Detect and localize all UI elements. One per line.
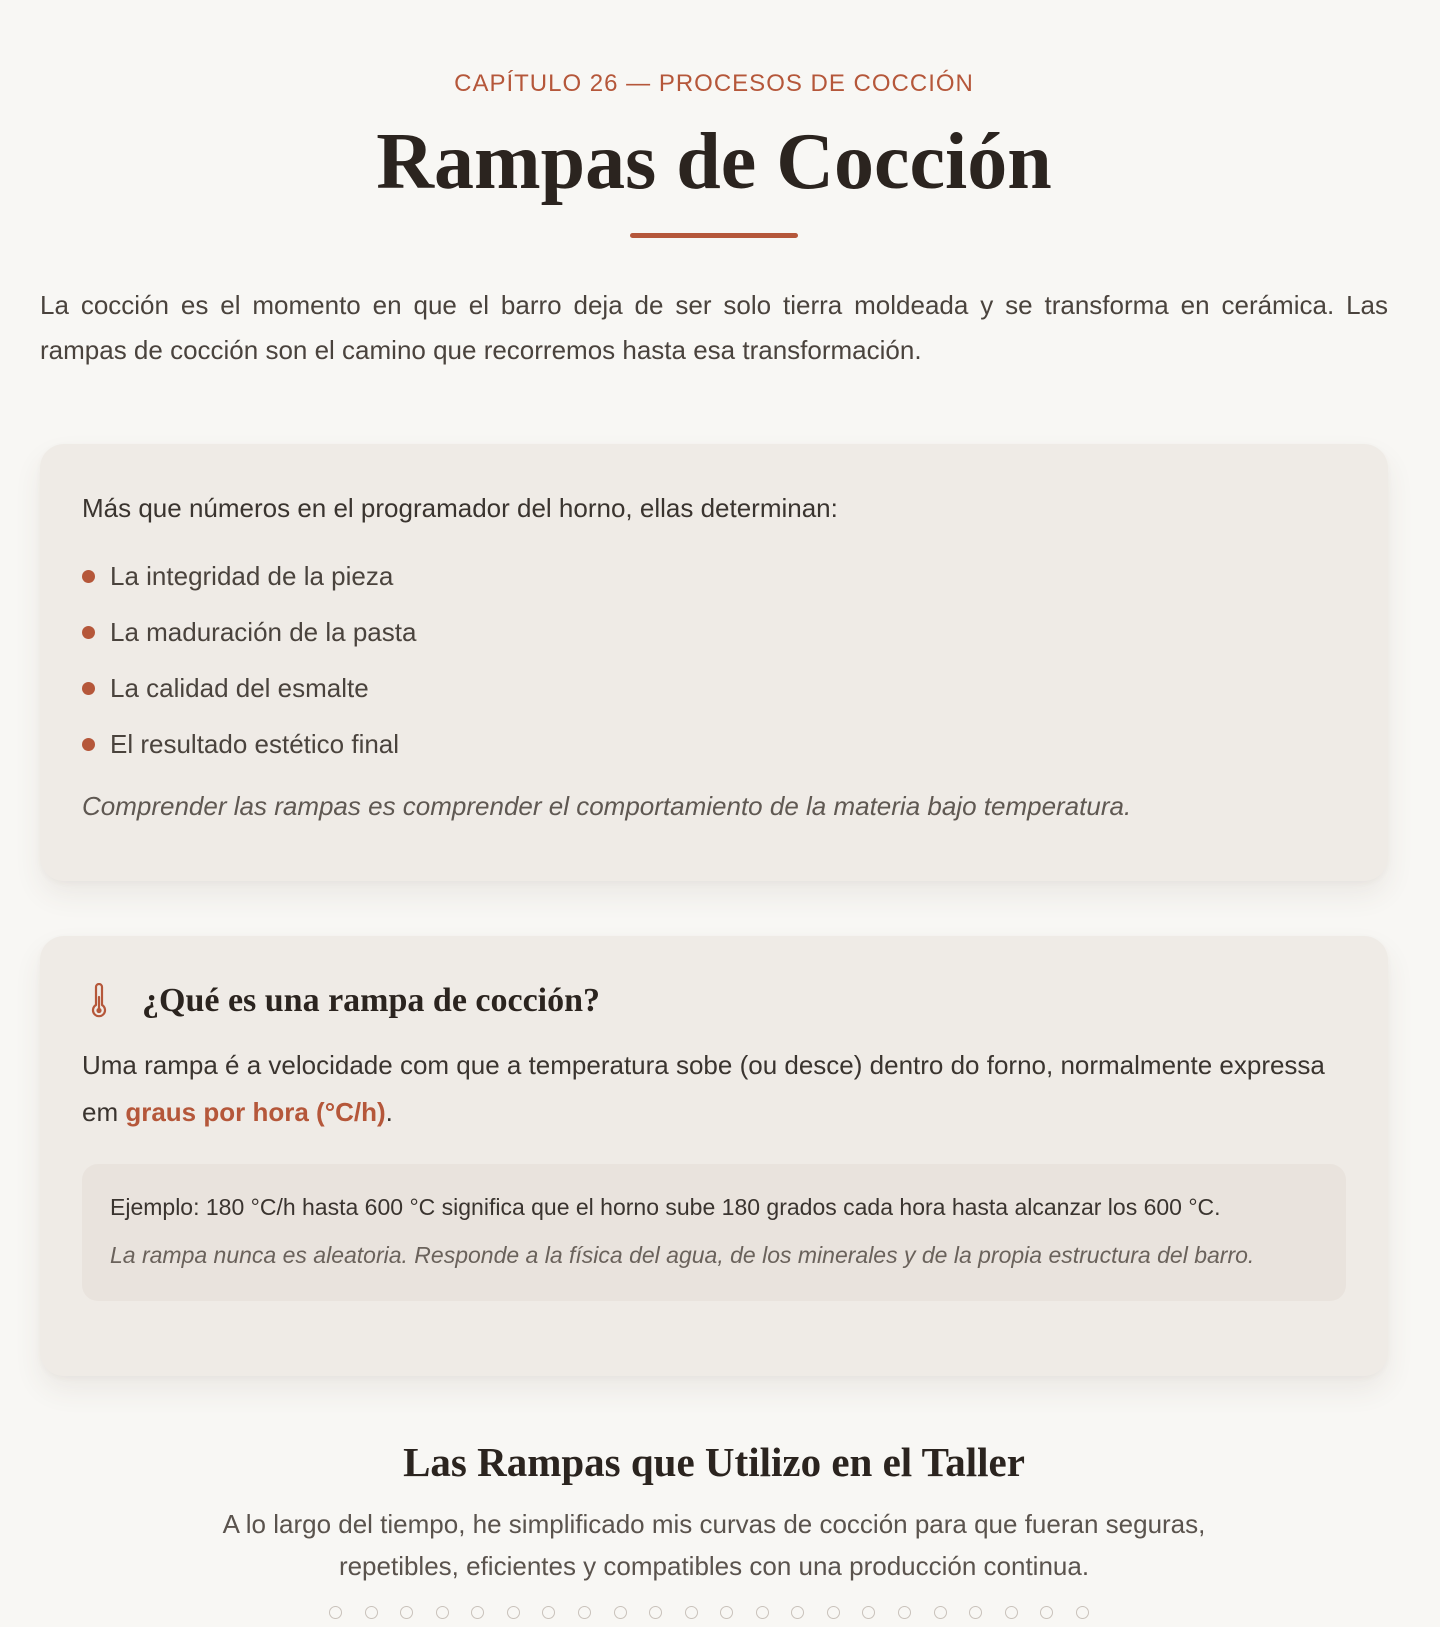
pagination-dot[interactable]	[827, 1606, 840, 1619]
pagination-dot[interactable]	[614, 1606, 627, 1619]
pagination-dot[interactable]	[1076, 1606, 1089, 1619]
list-item	[82, 660, 1346, 716]
definition-card	[40, 936, 1388, 1376]
list-item	[82, 548, 1346, 604]
list-item-label: La maduración de la pasta	[110, 617, 417, 647]
pagination-dot[interactable]	[756, 1606, 769, 1619]
section-title: Las Rampas que Utilizo en el Taller	[403, 1439, 1025, 1485]
highlight-unit: graus por hora (°C/h)	[125, 1097, 386, 1127]
list-item	[82, 604, 1346, 660]
pagination-dot[interactable]	[685, 1606, 698, 1619]
list-item-label: La calidad del esmalte	[110, 673, 369, 703]
determinants-list	[82, 548, 1346, 772]
intro-paragraph: La cocción es el momento en que el barro deja de ser solo tierra moldeada y se transforma en cerámica. Las rampas de cocción son el camino que recorremos hasta esa transformación.	[40, 290, 1388, 365]
pagination-dot[interactable]	[720, 1606, 733, 1619]
pagination-dot[interactable]	[471, 1606, 484, 1619]
card-header	[82, 978, 1346, 1024]
bullet-dot-icon	[82, 626, 95, 639]
definition-text-start: Uma rampa é a velocidade com que a temperatura sobe (ou desce) dentro do forno, normalmente expressa em	[82, 1050, 1325, 1127]
pagination-dot[interactable]	[791, 1606, 804, 1619]
list-item-label: La integridad de la pieza	[110, 561, 394, 591]
definition-text	[82, 1042, 1346, 1136]
pagination-dot[interactable]	[649, 1606, 662, 1619]
list-item	[82, 716, 1346, 772]
definition-text-end: .	[385, 1097, 393, 1127]
page-title: Rampas de Cocción	[376, 118, 1052, 206]
section-subtitle: A lo largo del tiempo, he simplificado mis curvas de cocción para que fueran seguras, repetibles, eficientes y compatibles con una producción continua.	[222, 1509, 1206, 1581]
bullet-dot-icon	[82, 570, 95, 583]
card-quote: Comprender las rampas es comprender el comportamiento de la materia bajo temperatura.	[82, 791, 1132, 821]
pagination-dot[interactable]	[329, 1606, 342, 1619]
pagination-dot[interactable]	[507, 1606, 520, 1619]
bullet-dot-icon	[82, 682, 95, 695]
example-note: La rampa nunca es aleatoria. Responde a la física del agua, de los minerales y de la propia estructura del barro.	[110, 1242, 1255, 1268]
pagination-dot[interactable]	[365, 1606, 378, 1619]
pagination-dot[interactable]	[578, 1606, 591, 1619]
list-item-label: El resultado estético final	[110, 729, 400, 759]
bullet-dot-icon	[82, 738, 95, 751]
card-lead-text: Más que números en el programador del horno, ellas determinan:	[82, 493, 838, 523]
pagination-dot[interactable]	[400, 1606, 413, 1619]
pagination-dot[interactable]	[1040, 1606, 1053, 1619]
pagination-dot[interactable]	[436, 1606, 449, 1619]
pagination-dots	[329, 1606, 1089, 1622]
pagination-dot[interactable]	[862, 1606, 875, 1619]
pagination-dot[interactable]	[542, 1606, 555, 1619]
pagination-dot[interactable]	[969, 1606, 982, 1619]
card-title: ¿Qué es una rampa de cocción?	[142, 982, 601, 1019]
pagination-dot[interactable]	[898, 1606, 911, 1619]
example-text: Ejemplo: 180 °C/h hasta 600 °C significa que el horno sube 180 grados cada hora hasta alcanzar los 600 °C.	[110, 1194, 1221, 1220]
determinants-card	[40, 444, 1388, 881]
pagination-dot[interactable]	[934, 1606, 947, 1619]
thermometer-icon	[86, 983, 112, 1019]
chapter-eyebrow: CAPÍTULO 26 — PROCESOS DE COCCIÓN	[454, 70, 974, 97]
title-divider	[630, 233, 798, 238]
pagination-dot[interactable]	[1005, 1606, 1018, 1619]
example-box	[82, 1164, 1346, 1301]
